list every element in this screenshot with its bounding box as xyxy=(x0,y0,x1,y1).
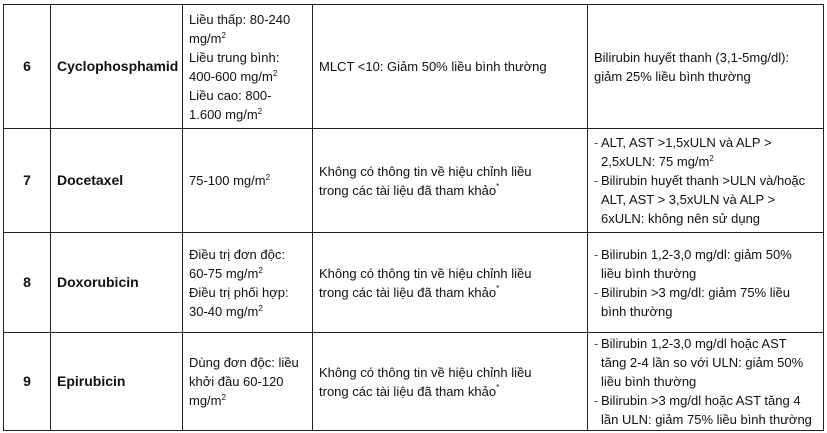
text-line xyxy=(319,162,581,181)
line-text: Bilirubin 1,2-3,0 mg/dl: giảm 50% xyxy=(601,246,792,262)
table-row xyxy=(4,333,824,431)
text-line xyxy=(319,181,581,200)
line-text: Bilirubin >3 mg/dl hoặc AST tăng 4 xyxy=(601,393,801,408)
line-text: Bilirubin huyết thanh (3,1-5mg/dl): xyxy=(594,49,790,65)
superscript: 2 xyxy=(258,265,263,275)
superscript: 2 xyxy=(221,393,226,402)
text-line xyxy=(594,391,817,410)
text-line xyxy=(189,372,306,391)
bullet-item xyxy=(594,283,817,321)
text-line xyxy=(189,10,306,29)
line-text: Bilirubin >3 mg/dl: giảm 75% liều xyxy=(601,284,790,300)
bullet-item xyxy=(594,334,817,391)
row-number: 9 xyxy=(4,333,51,431)
text-line xyxy=(594,190,817,209)
line-text: trong các tài liệu đã tham khảo xyxy=(319,182,497,198)
drug-name: Epirubicin xyxy=(51,333,183,431)
line-text: lần ULN: giảm 75% liều bình thường xyxy=(601,412,812,427)
renal-adjustment-cell xyxy=(313,233,588,333)
text-line xyxy=(594,152,817,171)
footnote-marker: * xyxy=(496,181,500,191)
line-text: 2,5xULN: 75 mg/m xyxy=(601,154,710,169)
footnote-marker: * xyxy=(496,382,500,392)
line-text: 1.600 mg/m xyxy=(189,106,258,122)
line-text: trong các tài liệu đã tham khảo xyxy=(319,284,497,300)
drug-name: Docetaxel xyxy=(51,129,183,233)
line-text: Không có thông tin về hiệu chỉnh liều xyxy=(319,163,532,179)
superscript: 2 xyxy=(272,68,278,78)
hepatic-adjustment-cell xyxy=(588,5,824,129)
renal-adjustment-cell xyxy=(313,129,588,233)
hepatic-adjustment-cell xyxy=(588,333,824,431)
line-text: 400-600 mg/m xyxy=(189,68,273,84)
line-text: Liều cao: 800- xyxy=(189,87,272,103)
text-line xyxy=(594,264,817,283)
line-text: Dùng đơn độc: liều xyxy=(189,355,299,370)
line-text: ALT, AST > 3,5xULN và ALP > xyxy=(601,192,776,207)
line-text: 6xULN: không nên sử dụng xyxy=(601,211,761,226)
text-line xyxy=(319,382,581,401)
dose-cell xyxy=(183,129,313,233)
drug-dosing-table xyxy=(3,4,824,431)
text-line xyxy=(189,171,306,190)
dose-cell xyxy=(183,5,313,129)
text-line xyxy=(189,264,306,283)
text-line xyxy=(594,334,817,353)
line-text: mg/m xyxy=(189,393,222,408)
bullet-item xyxy=(594,133,817,171)
dose-cell xyxy=(183,333,313,431)
text-line xyxy=(189,302,306,321)
line-text: liều bình thường xyxy=(601,374,697,389)
text-line xyxy=(594,283,817,302)
text-line xyxy=(594,209,817,228)
text-line xyxy=(319,283,581,302)
footnote-marker: * xyxy=(496,283,500,293)
line-text: Bilirubin 1,2-3,0 mg/dl hoặc AST xyxy=(601,336,787,351)
line-text: bình thường xyxy=(601,303,673,319)
line-text: Bilirubin huyết thanh >ULN và/hoặc xyxy=(601,173,806,188)
line-text: 30-40 mg/m xyxy=(189,303,259,319)
line-text: Không có thông tin về hiệu chỉnh liều xyxy=(319,364,532,380)
line-text: khởi đầu 60-120 xyxy=(189,374,284,389)
bullet-item xyxy=(594,391,817,429)
line-text: giảm 25% liều bình thường xyxy=(594,68,751,84)
line-text: Liều trung bình: xyxy=(189,49,280,65)
row-number: 8 xyxy=(4,233,51,333)
line-text: 60-75 mg/m xyxy=(189,265,259,281)
text-line xyxy=(189,67,306,86)
text-line xyxy=(594,67,817,86)
line-text: Liều thấp: 80-240 xyxy=(189,11,291,27)
text-line xyxy=(594,133,817,152)
line-text: Điều trị đơn độc: xyxy=(189,246,285,262)
bullet-item xyxy=(594,171,817,228)
line-text: mg/m xyxy=(189,30,222,46)
text-line xyxy=(319,363,581,382)
row-number: 6 xyxy=(4,5,51,129)
text-line xyxy=(189,391,306,410)
text-line xyxy=(189,48,306,67)
line-text: liều bình thường xyxy=(601,265,697,281)
superscript: 2 xyxy=(221,30,226,40)
hepatic-adjustment-cell xyxy=(588,233,824,333)
text-line xyxy=(594,171,817,190)
table-row xyxy=(4,129,824,233)
text-line xyxy=(594,245,817,264)
text-line xyxy=(189,245,306,264)
drug-name: Cyclophosphamid xyxy=(51,5,183,129)
dose-cell xyxy=(183,233,313,333)
text-line xyxy=(594,410,817,429)
line-text: trong các tài liệu đã tham khảo xyxy=(319,383,497,399)
text-line xyxy=(594,48,817,67)
text-line xyxy=(594,372,817,391)
line-text: Không có thông tin về hiệu chỉnh liều xyxy=(319,265,532,281)
renal-adjustment-cell xyxy=(313,333,588,431)
text-line xyxy=(189,353,306,372)
line-text: Điều trị phối hợp: xyxy=(189,284,289,300)
text-line xyxy=(594,353,817,372)
line-text: 75-100 mg/m xyxy=(189,173,266,188)
text-line xyxy=(189,283,306,302)
superscript: 2 xyxy=(257,106,263,116)
hepatic-adjustment-cell xyxy=(588,129,824,233)
text-line xyxy=(594,302,817,321)
text-line xyxy=(189,105,306,124)
drug-name: Doxorubicin xyxy=(51,233,183,333)
line-text: tăng 2-4 lần so với ULN: giảm 50% xyxy=(601,355,804,370)
row-number: 7 xyxy=(4,129,51,233)
superscript: 2 xyxy=(258,303,263,313)
text-line xyxy=(319,57,581,76)
line-text: MLCT <10: Giảm 50% liều bình thường xyxy=(319,59,547,74)
line-text: ALT, AST >1,5xULN và ALP > xyxy=(601,135,772,150)
text-line xyxy=(189,86,306,105)
table-row xyxy=(4,233,824,333)
table-row xyxy=(4,5,824,129)
renal-adjustment-cell xyxy=(313,5,588,129)
text-line xyxy=(319,264,581,283)
text-line xyxy=(189,29,306,48)
superscript: 2 xyxy=(709,154,714,163)
bullet-item xyxy=(594,245,817,283)
superscript: 2 xyxy=(265,173,271,182)
